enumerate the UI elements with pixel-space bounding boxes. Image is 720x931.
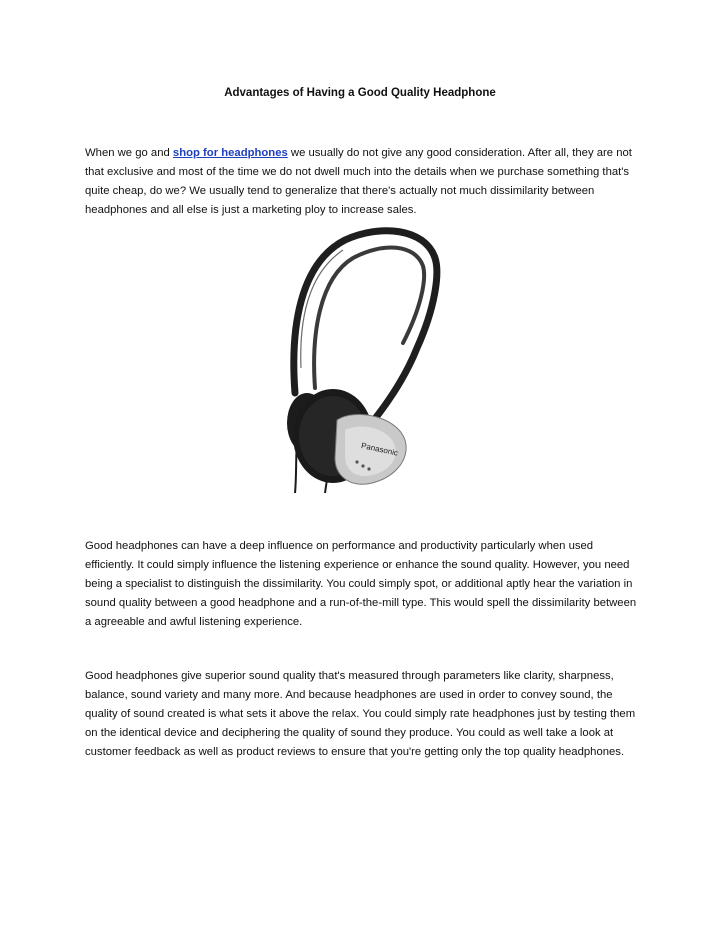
shop-for-headphones-link[interactable]: shop for headphones <box>172 147 288 159</box>
intro-text-after-link: we usually do not give any good consideration. After all, they are not that exclusive and most of the time we do not dwell much into the details when we purchase something that's quite cheap, do we? We usually tend to generalize that there's actually not much dissimilarity between headphones and all else is just a marketing ploy to increase sales. <box>85 147 632 216</box>
intro-text-before-link: When we go and <box>85 147 173 159</box>
headphones-icon <box>287 231 437 493</box>
intro-paragraph <box>85 144 637 220</box>
quality-paragraph: Good headphones give superior sound quality that's measured through parameters like clarity, sharpness, balance, sound variety and many more. And because headphones are used in order to convey sound, the quality of sound created is what sets it above the relax. You could simply rate headphones just by testing them on the identical device and deciphering the quality of sound they produce. You could as well take a look at customer feedback as well as product reviews to ensure that you're getting only the top quality headphones. <box>85 670 636 758</box>
document-title: Advantages of Having a Good Quality Headphone <box>224 87 496 99</box>
brand-label: Panasonic <box>360 441 399 458</box>
influence-paragraph: Good headphones can have a deep influence on performance and productivity particularly when used efficiently. It could simply influence the listening experience or enhance the sound quality. However, you need being a specialist to distinguish the dissimilarity. You could simply spot, or additional aptly hear the variation in sound quality between a good headphone and a run-of-the-mill type. This would spell the dissimilarity between a agreeable and awful listening experience. <box>85 540 637 628</box>
headphones-image <box>285 218 445 498</box>
